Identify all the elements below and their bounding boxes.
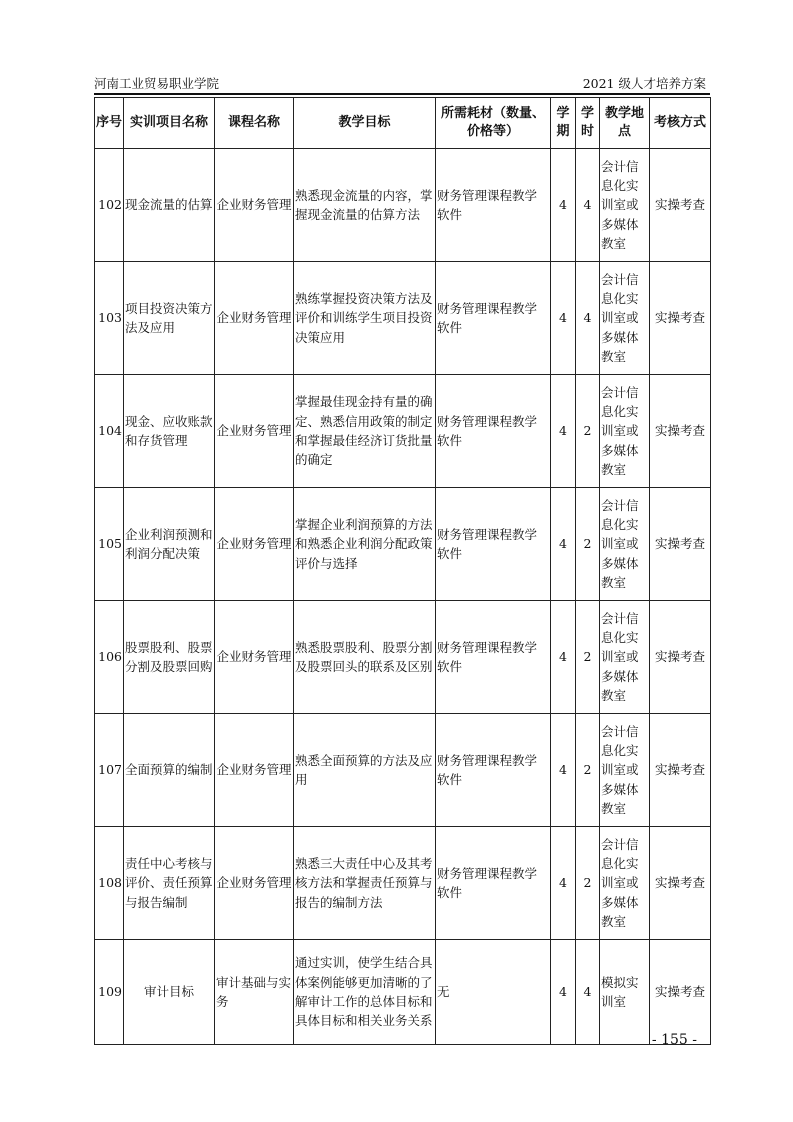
training-table bbox=[94, 97, 711, 1045]
cell-material: 财务管理课程教学软件 bbox=[436, 262, 551, 375]
cell-material: 财务管理课程教学软件 bbox=[436, 375, 551, 488]
cell-hours: 2 bbox=[576, 375, 600, 488]
cell-goal: 熟悉现金流量的内容，掌握现金流量的估算方法 bbox=[294, 149, 436, 262]
cell-goal: 掌握企业利润预算的方法和熟悉企业利润分配政策评价与选择 bbox=[294, 488, 436, 601]
col-header-place: 教学地点 bbox=[600, 98, 650, 149]
plan-title: 2021 级人才培养方案 bbox=[582, 76, 706, 91]
cell-goal: 熟悉全面预算的方法及应用 bbox=[294, 714, 436, 827]
cell-exam: 实操考查 bbox=[650, 149, 711, 262]
table-row bbox=[95, 375, 711, 488]
cell-course: 审计基础与实务 bbox=[215, 940, 294, 1045]
cell-course: 企业财务管理 bbox=[215, 488, 294, 601]
cell-no: 104 bbox=[95, 375, 124, 488]
cell-project: 现金流量的估算 bbox=[124, 149, 215, 262]
cell-project: 股票股利、股票分割及股票回购 bbox=[124, 601, 215, 714]
cell-goal: 熟练掌握投资决策方法及评价和训练学生项目投资决策应用 bbox=[294, 262, 436, 375]
cell-place: 会计信息化实训室或多媒体教室 bbox=[600, 601, 650, 714]
cell-term: 4 bbox=[551, 149, 576, 262]
cell-hours: 2 bbox=[576, 714, 600, 827]
cell-project: 项目投资决策方法及应用 bbox=[124, 262, 215, 375]
page-number: - 155 - bbox=[651, 1032, 697, 1048]
cell-course: 企业财务管理 bbox=[215, 262, 294, 375]
cell-material: 财务管理课程教学软件 bbox=[436, 601, 551, 714]
cell-no: 103 bbox=[95, 262, 124, 375]
cell-term: 4 bbox=[551, 601, 576, 714]
cell-exam: 实操考查 bbox=[650, 488, 711, 601]
cell-goal: 熟悉股票股利、股票分割及股票回头的联系及区别 bbox=[294, 601, 436, 714]
cell-project: 全面预算的编制 bbox=[124, 714, 215, 827]
cell-no: 102 bbox=[95, 149, 124, 262]
col-header-no: 序号 bbox=[95, 98, 124, 149]
table-row bbox=[95, 827, 711, 940]
cell-goal: 熟悉三大责任中心及其考核方法和掌握责任预算与报告的编制方法 bbox=[294, 827, 436, 940]
cell-hours: 4 bbox=[576, 149, 600, 262]
cell-hours: 2 bbox=[576, 827, 600, 940]
cell-place: 会计信息化实训室或多媒体教室 bbox=[600, 375, 650, 488]
cell-term: 4 bbox=[551, 827, 576, 940]
col-header-exam: 考核方式 bbox=[650, 98, 711, 149]
page-header bbox=[94, 74, 706, 92]
col-header-project: 实训项目名称 bbox=[124, 98, 215, 149]
cell-project: 企业利润预测和利润分配决策 bbox=[124, 488, 215, 601]
table-row bbox=[95, 714, 711, 827]
header-rule bbox=[94, 93, 710, 95]
cell-project: 现金、应收账款和存货管理 bbox=[124, 375, 215, 488]
cell-no: 109 bbox=[95, 940, 124, 1045]
table-row bbox=[95, 488, 711, 601]
cell-exam: 实操考查 bbox=[650, 940, 711, 1045]
cell-place: 会计信息化实训室或多媒体教室 bbox=[600, 714, 650, 827]
cell-material: 财务管理课程教学软件 bbox=[436, 488, 551, 601]
table-row bbox=[95, 601, 711, 714]
cell-hours: 4 bbox=[576, 940, 600, 1045]
col-header-material: 所需耗材（数量、价格等） bbox=[436, 98, 551, 149]
cell-project: 责任中心考核与评价、责任预算与报告编制 bbox=[124, 827, 215, 940]
cell-goal: 掌握最佳现金持有量的确定、熟悉信用政策的制定和掌握最佳经济订货批量的确定 bbox=[294, 375, 436, 488]
cell-no: 107 bbox=[95, 714, 124, 827]
cell-exam: 实操考查 bbox=[650, 827, 711, 940]
table-row bbox=[95, 262, 711, 375]
table-row bbox=[95, 149, 711, 262]
cell-exam: 实操考查 bbox=[650, 375, 711, 488]
school-name: 河南工业贸易职业学院 bbox=[94, 76, 220, 91]
cell-course: 企业财务管理 bbox=[215, 601, 294, 714]
col-header-hours: 学时 bbox=[576, 98, 600, 149]
cell-hours: 2 bbox=[576, 601, 600, 714]
cell-term: 4 bbox=[551, 488, 576, 601]
cell-term: 4 bbox=[551, 262, 576, 375]
cell-project: 审计目标 bbox=[124, 940, 215, 1045]
cell-place: 会计信息化实训室或多媒体教室 bbox=[600, 149, 650, 262]
cell-course: 企业财务管理 bbox=[215, 375, 294, 488]
col-header-course: 课程名称 bbox=[215, 98, 294, 149]
cell-course: 企业财务管理 bbox=[215, 714, 294, 827]
cell-place: 会计信息化实训室或多媒体教室 bbox=[600, 488, 650, 601]
cell-course: 企业财务管理 bbox=[215, 827, 294, 940]
col-header-term: 学期 bbox=[551, 98, 576, 149]
cell-hours: 2 bbox=[576, 488, 600, 601]
cell-exam: 实操考查 bbox=[650, 262, 711, 375]
cell-material: 财务管理课程教学软件 bbox=[436, 714, 551, 827]
cell-place: 模拟实训室 bbox=[600, 940, 650, 1045]
cell-place: 会计信息化实训室或多媒体教室 bbox=[600, 827, 650, 940]
cell-course: 企业财务管理 bbox=[215, 149, 294, 262]
cell-material: 无 bbox=[436, 940, 551, 1045]
cell-no: 105 bbox=[95, 488, 124, 601]
cell-exam: 实操考查 bbox=[650, 714, 711, 827]
cell-term: 4 bbox=[551, 714, 576, 827]
table-row bbox=[95, 940, 711, 1045]
cell-term: 4 bbox=[551, 375, 576, 488]
cell-goal: 通过实训，使学生结合具体案例能够更加清晰的了解审计工作的总体目标和具体目标和相关业务关系 bbox=[294, 940, 436, 1045]
cell-place: 会计信息化实训室或多媒体教室 bbox=[600, 262, 650, 375]
table-header-row bbox=[95, 98, 711, 149]
cell-no: 108 bbox=[95, 827, 124, 940]
cell-material: 财务管理课程教学软件 bbox=[436, 827, 551, 940]
cell-hours: 4 bbox=[576, 262, 600, 375]
col-header-goal: 教学目标 bbox=[294, 98, 436, 149]
cell-material: 财务管理课程教学软件 bbox=[436, 149, 551, 262]
cell-exam: 实操考查 bbox=[650, 601, 711, 714]
cell-term: 4 bbox=[551, 940, 576, 1045]
cell-no: 106 bbox=[95, 601, 124, 714]
